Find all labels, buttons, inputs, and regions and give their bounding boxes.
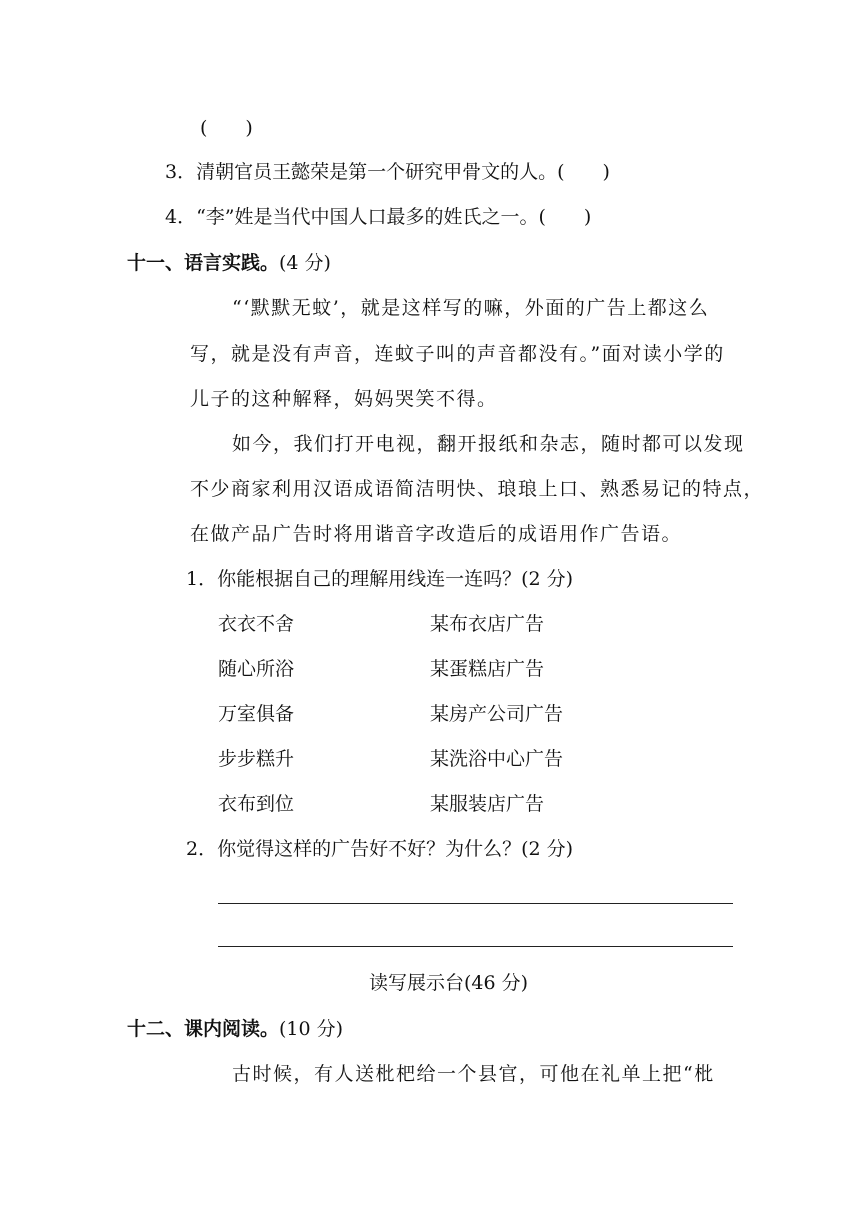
passage-line: 古时候，有人送枇杷给一个县官，可他在礼单上把“枇	[232, 1063, 715, 1085]
passage-line: “‘默默无蚊’，就是这样写的嘛，外面的广告上都这么	[232, 297, 710, 319]
match-right-item[interactable]: 某房产公司广告	[430, 703, 564, 725]
passage-line: 不少商家利用汉语成语简洁明快、琅琅上口、熟悉易记的特点，	[190, 478, 765, 500]
question-4: 4．“李”姓是当代中国人口最多的姓氏之一。( )	[165, 206, 592, 228]
section-12-heading	[127, 1017, 343, 1041]
match-left-item[interactable]: 衣衣不舍	[218, 613, 295, 635]
match-right-item[interactable]: 某布衣店广告	[430, 613, 545, 635]
question-11-1: 1．你能根据自己的理解用线连一连吗？(2 分)	[186, 568, 574, 590]
match-left-item[interactable]: 衣布到位	[218, 793, 295, 815]
answer-line[interactable]	[218, 903, 733, 904]
section-11-heading	[127, 251, 331, 275]
answer-line[interactable]	[218, 946, 733, 947]
match-right-item[interactable]: 某服装店广告	[430, 793, 545, 815]
match-left-item[interactable]: 万室俱备	[218, 703, 295, 725]
passage-line: 如今，我们打开电视，翻开报纸和杂志，随时都可以发现	[232, 433, 745, 455]
match-left-item[interactable]: 步步糕升	[218, 748, 295, 770]
question-11-2: 2．你觉得这样的广告好不好？为什么？(2 分)	[186, 838, 574, 860]
section-12-title: 十二、课内阅读。	[127, 1018, 280, 1040]
question-3: 3．清朝官员王懿荣是第一个研究甲骨文的人。( )	[165, 161, 610, 183]
section-12-score: (10 分)	[279, 1018, 344, 1040]
section-11-title: 十一、语言实践。	[127, 252, 280, 274]
passage-line: 写，就是没有声音，连蚊子叫的声音都没有。”面对读小学的	[190, 343, 725, 365]
match-left-item[interactable]: 随心所浴	[218, 658, 295, 680]
passage-line: 儿子的这种解释，妈妈哭笑不得。	[190, 388, 498, 410]
match-right-item[interactable]: 某洗浴中心广告	[430, 748, 564, 770]
section-11-score: (4 分)	[279, 252, 331, 274]
match-right-item[interactable]: 某蛋糕店广告	[430, 658, 545, 680]
passage-line: 在做产品广告时将用谐音字改造后的成语用作广告语。	[190, 523, 683, 545]
section-header: 读写展示台(46 分)	[369, 972, 529, 994]
top-answer-paren: ( )	[200, 117, 253, 139]
